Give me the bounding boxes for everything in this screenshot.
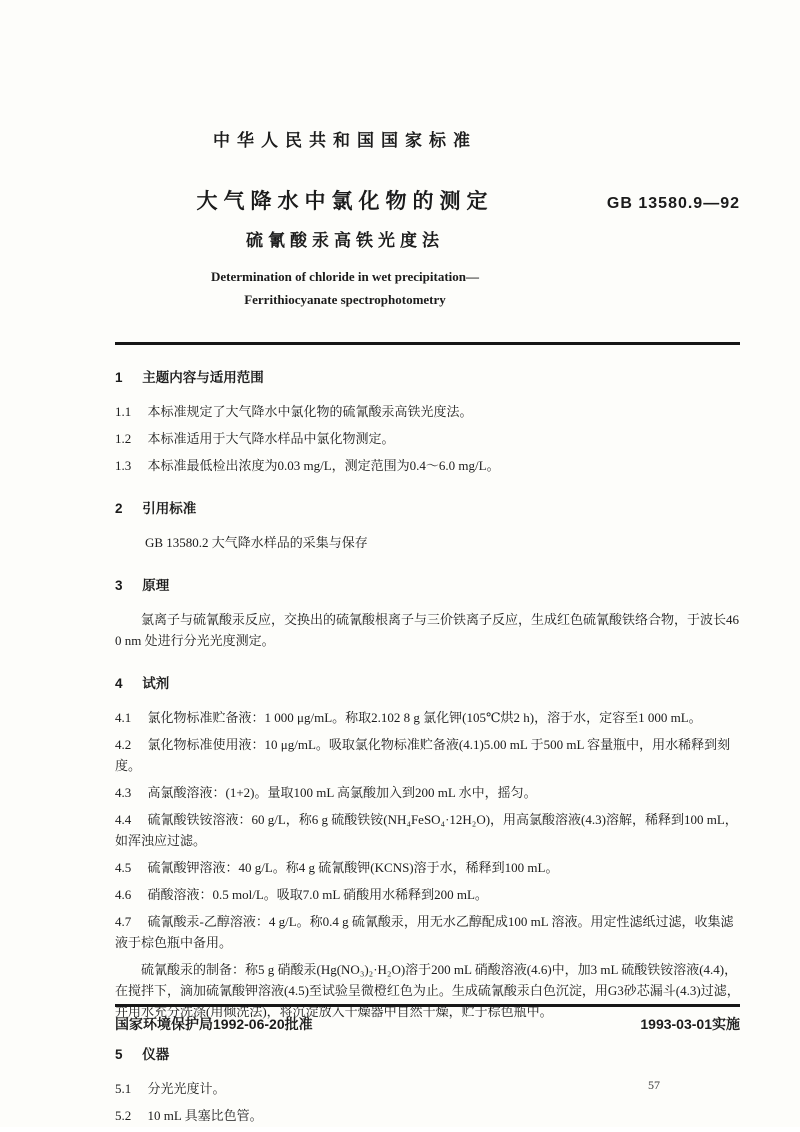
clause-5-2 [115,1105,740,1126]
clause-text: 本标准规定了大气降水中氯化物的硫氰酸汞高铁光度法。 [147,404,473,419]
approval-text: 国家环境保护局1992-06-20批准 [115,1016,313,1032]
clause-number: 5.1 [115,1081,132,1096]
section-title: 试剂 [142,676,170,691]
clause-number: 1.3 [115,458,132,473]
clause-4-5 [115,857,740,878]
preparation-paragraph: 硫氰酸汞的制备：称5 g 硝酸汞(Hg(NO₃)₂·H₂O)溶于200 mL 硝酸溶液(4.6)中，加3 mL 硫酸铁铵溶液(4.4)，在搅拌下，滴加硫氰酸钾溶液(4.5)至试验呈微橙红色为止。生成硫氰酸汞白色沉淀，用G3砂芯漏斗(4.3)过滤，并用水充分洗涤(用倾洗法)，将沉淀放入干燥器中自然干燥，贮于棕色瓶中。 [115,962,740,1019]
clause-text: 10 mL 具塞比色管。 [147,1108,263,1123]
clause-number: 4.2 [115,737,132,752]
section-2-heading [115,500,740,518]
clause-number: 4.4 [115,812,132,827]
clause-text: 本标准适用于大气降水样品中氯化物测定。 [147,431,395,446]
section-title: 仪器 [142,1047,170,1062]
clause-number: 5.2 [115,1108,132,1123]
document-subtitle-cn: 硫氰酸汞高铁光度法 [246,231,444,250]
clause-1-1 [115,401,740,422]
section-number: 2 [115,501,123,516]
standard-code: GB 13580.9—92 [606,195,740,212]
principle-paragraph: 氯离子与硫氰酸汞反应，交换出的硫氰酸根离子与三价铁离子反应，生成红色硫氰酸铁络合物，于波长460 nm 处进行分光光度测定。 [115,612,740,648]
clause-number: 4.6 [115,887,132,902]
document-title-en-line2: Ferrithiocyanate spectrophotometry [244,292,446,307]
document-header [115,126,740,345]
section-number: 4 [115,676,123,691]
clause-1-2 [115,428,740,449]
clause-text: 分光光度计。 [147,1081,226,1096]
header-title-block [115,126,740,308]
header-divider [115,342,740,345]
clause-1-3 [115,455,740,476]
section-title: 原理 [142,578,170,593]
title-row [115,185,740,251]
section-4-heading [115,675,740,693]
clause-number: 1.1 [115,404,132,419]
clause-4-1 [115,707,740,728]
document-content [115,0,740,1132]
section-number: 1 [115,370,123,385]
clause-4-3 [115,782,740,803]
clause-number: 4.1 [115,710,132,725]
clause-number: 1.2 [115,431,132,446]
document-footer [115,1004,740,1034]
clause-text: 硫氰酸铁铵溶液：60 g/L，称6 g 硫酸铁铵(NH₄FeSO₄·12H₂O)，用高氯酸溶液(4.3)溶解，稀释到100 mL，如浑浊应过滤。 [115,812,738,848]
page-number: 57 [648,1078,660,1092]
section-3-heading [115,577,740,595]
clause-text: 氯化物标准使用液：10 μg/mL。吸取氯化物标准贮备液(4.1)5.00 mL 于500 mL 容量瓶中，用水稀释到刻度。 [115,737,731,773]
clause-number: 4.5 [115,860,132,875]
section-5-heading [115,1046,740,1064]
clause-text: 硫氰酸钾溶液：40 g/L。称4 g 硫氰酸钾(KCNS)溶于水，稀释到100 mL。 [147,860,559,875]
referenced-standard: GB 13580.2 大气降水样品的采集与保存 [145,535,368,550]
clause-number: 4.7 [115,914,132,929]
clause-number: 4.3 [115,785,132,800]
standard-authority-title: 中华人民共和国国家标准 [213,131,477,150]
section-number: 3 [115,578,123,593]
clause-4-2 [115,734,740,776]
clause-text: 本标准最低检出浓度为0.03 mg/L，测定范围为0.4～6.0 mg/L。 [147,458,500,473]
clause-text: 硝酸溶液：0.5 mol/L。吸取7.0 mL 硝酸用水稀释到200 mL。 [147,887,488,902]
section-title: 主题内容与适用范围 [142,370,264,385]
document-title-en-line1: Determination of chloride in wet precipitation— [210,269,480,284]
clause-4-7 [115,911,740,953]
section-title: 引用标准 [142,501,197,516]
clause-4-4 [115,809,740,851]
clause-text: 高氯酸溶液：(1+2)。量取100 mL 高氯酸加入到200 mL 水中，摇匀。 [147,785,537,800]
section-1-heading [115,369,740,387]
clause-5-1 [115,1078,740,1099]
document-title-cn: 大气降水中氯化物的测定 [196,190,494,213]
clause-text: 氯化物标准贮备液：1 000 μg/mL。称取2.102 8 g 氯化钾(105℃烘2 h)，溶于水，定容至1 000 mL。 [147,710,702,725]
clause-text: 硫氰酸汞-乙醇溶液：4 g/L。称0.4 g 硫氰酸汞，用无水乙醇配成100 mL 溶液。用定性滤纸过滤，收集滤液于棕色瓶中备用。 [115,914,734,950]
section-number: 5 [115,1047,123,1062]
clause-4-6 [115,884,740,905]
implementation-text: 1993-03-01实施 [640,1016,740,1032]
